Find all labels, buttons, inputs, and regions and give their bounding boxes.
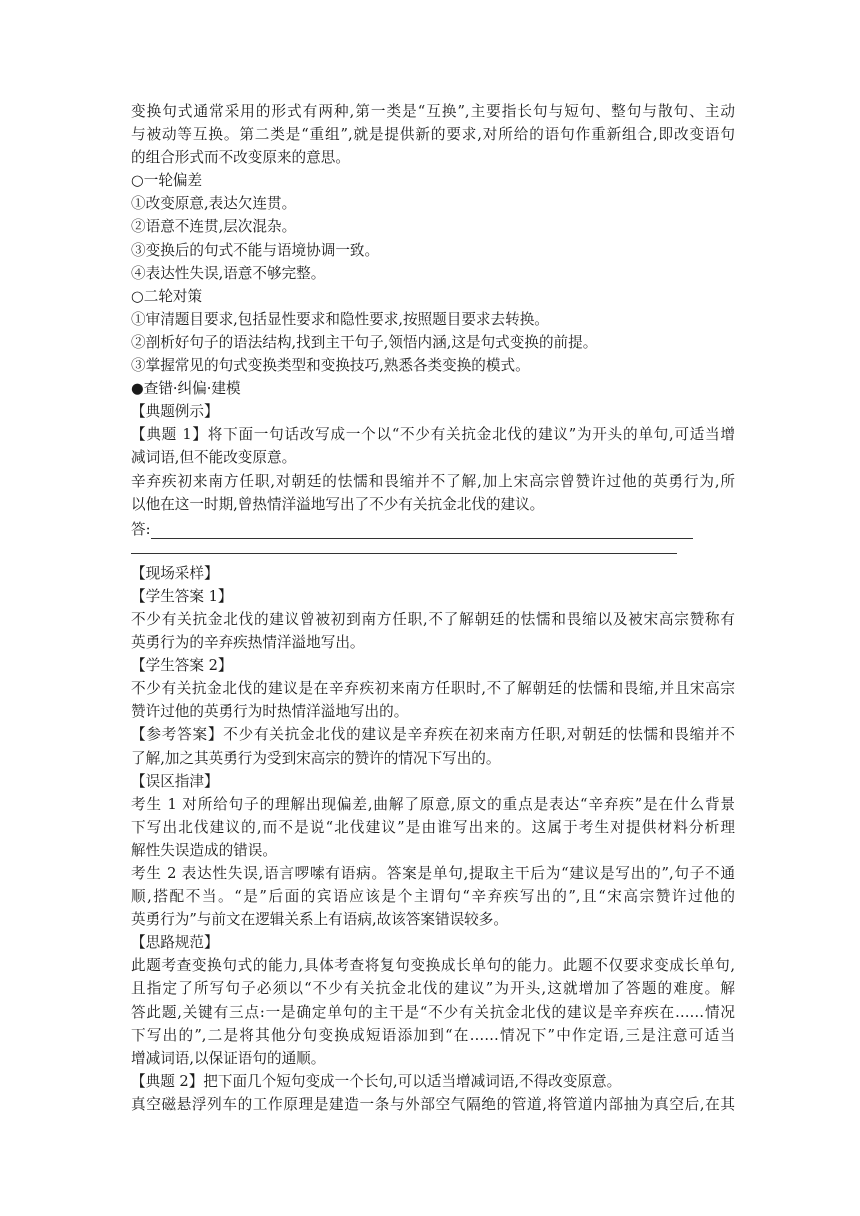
paragraph-line: ●查错·纠偏·建模 [131, 380, 241, 398]
paragraph-line: 考生 1 对所给句子的理解出现偏差,曲解了原意,原文的重点是表达“辛弃疾”是在什么背景 [131, 795, 735, 813]
paragraph-line: 赞许过他的英勇行为时热情洋溢地写出的。 [131, 703, 409, 721]
paragraph-line: 与被动等互换。第二类是“重组”,就是提供新的要求,对所给的语句作重新组合,即改变语句 [131, 126, 735, 144]
paragraph-line: 顺,搭配不当。“是”后面的宾语应该是个主谓句“辛弃疾写出的”,且“宋高宗赞许过他的 [131, 888, 735, 906]
paragraph-line: 英勇行为的辛弃疾热情洋溢地写出。 [131, 634, 365, 652]
paragraph-line: 【学生答案 2】 [131, 657, 233, 675]
paragraph-line: 【学生答案 1】 [131, 587, 233, 605]
paragraph-line: 变换句式通常采用的形式有两种,第一类是“互换”,主要指长句与短句、整句与散句、主动 [131, 103, 735, 120]
paragraph-line: 考生 2 表达性失误,语言啰嗦有语病。答案是单句,提取主干后为“建议是写出的”,句子不通 [131, 865, 735, 882]
paragraph-line: ○一轮偏差 [131, 172, 203, 190]
paragraph-line: 解性失误造成的错误。 [131, 841, 277, 859]
paragraph-line: 答此题,关键有三点:一是确定单句的主干是“不少有关抗金北伐的建议是辛弃疾在……情况 [131, 1003, 735, 1021]
paragraph-line: 英勇行为”与前文在逻辑关系上有语病,故该答案错误较多。 [131, 911, 508, 929]
paragraph-line: 【典题例示】 [131, 403, 219, 421]
paragraph-line: 【典题 1】将下面一句话改写成一个以“不少有关抗金北伐的建议”为开头的单句,可适当增 [131, 426, 735, 444]
paragraph-line: ②语意不连贯,层次混杂。 [131, 218, 297, 236]
paragraph-line: 增减词语,以保证语句的通顺。 [131, 1049, 326, 1067]
paragraph-line: 且指定了所写句子必须以“不少有关抗金北伐的建议”为开头,这就增加了答题的难度。解 [131, 980, 735, 998]
paragraph-line: 【误区指津】 [131, 772, 219, 790]
paragraph-line: 不少有关抗金北伐的建议是在辛弃疾初来南方任职时,不了解朝廷的怯懦和畏缩,并且宋高宗 [131, 680, 735, 698]
paragraph-line: 的组合形式而不改变原来的意思。 [131, 149, 350, 167]
paragraph-line: ①改变原意,表达欠连贯。 [131, 195, 297, 213]
document-body [131, 100, 735, 1116]
answer-blank-line-2[interactable] [131, 539, 677, 554]
paragraph-line: ○二轮对策 [131, 287, 203, 305]
answer-blank-line-2-wrap [131, 539, 735, 562]
answer-label: 答: [131, 520, 151, 538]
paragraph-line: ②剖析好句子的语法结构,找到主干句子,领悟内涵,这是句式变换的前提。 [131, 333, 598, 351]
intro-and-example-1 [131, 100, 735, 516]
paragraph-line: ①审清题目要求,包括显性要求和隐性要求,按照题目要求去转换。 [131, 310, 549, 328]
paragraph-line: 【参考答案】不少有关抗金北伐的建议是辛弃疾在初来南方任职,对朝廷的怯懦和畏缩并不 [131, 726, 735, 744]
paragraph-line: 下写出的”,二是将其他分句变换成短语添加到“在……情况下”中作定语,三是注意可适当 [131, 1026, 735, 1044]
paragraph-line: 【思路规范】 [131, 934, 219, 952]
paragraph-line: 不少有关抗金北伐的建议曾被初到南方任职,不了解朝廷的怯懦和畏缩以及被宋高宗赞称有 [131, 610, 735, 628]
paragraph-line: ④表达性失误,语意不够完整。 [131, 264, 326, 282]
paragraph-line: 此题考查变换句式的能力,具体考查将复句变换成长单句的能力。此题不仅要求变成长单句, [131, 957, 735, 975]
paragraph-line: ③变换后的句式不能与语境协调一致。 [131, 241, 380, 259]
paragraph-line: 真空磁悬浮列车的工作原理是建造一条与外部空气隔绝的管道,将管道内部抽为真空后,在其 [131, 1095, 735, 1113]
paragraph-line: 以他在这一时期,曾热情洋溢地写出了不少有关抗金北伐的建议。 [131, 495, 545, 513]
sample-answers-and-analysis [131, 562, 735, 1116]
paragraph-line: 下写出北伐建议的,而不是说“北伐建议”是由谁写出来的。这属于考生对提供材料分析理 [131, 818, 735, 836]
paragraph-line: 【典题 2】把下面几个短句变成一个长句,可以适当增减词语,不得改变原意。 [131, 1072, 622, 1090]
paragraph-line: 【现场采样】 [131, 564, 219, 582]
answer-row [131, 516, 735, 539]
paragraph-line: 辛弃疾初来南方任职,对朝廷的怯懦和畏缩并不了解,加上宋高宗曾赞许过他的英勇行为,所 [131, 472, 735, 490]
paragraph-line: ③掌握常见的句式变换类型和变换技巧,熟悉各类变换的模式。 [131, 357, 530, 375]
answer-blank-line[interactable] [151, 522, 693, 539]
paragraph-line: 减词语,但不能改变原意。 [131, 449, 297, 467]
paragraph-line: 了解,加之其英勇行为受到宋高宗的赞许的情况下写出的。 [131, 749, 501, 767]
